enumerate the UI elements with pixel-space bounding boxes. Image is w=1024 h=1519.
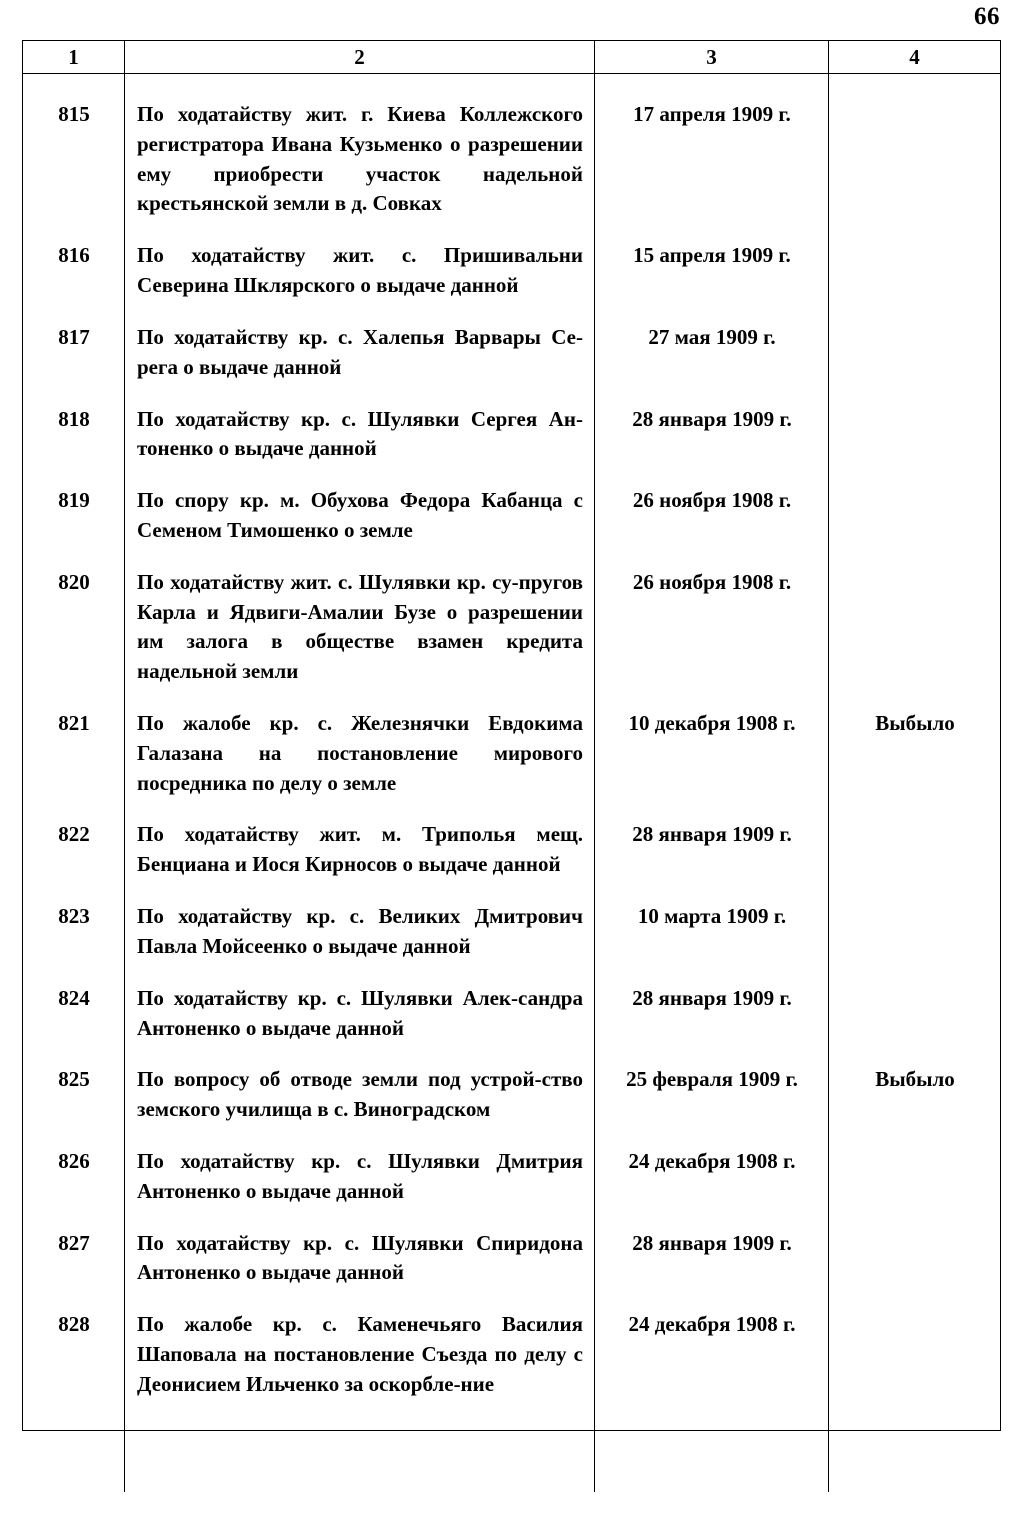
table-row	[23, 1310, 1000, 1399]
row-number: 826	[58, 1148, 90, 1173]
row-date: 28 января 1909 г.	[632, 985, 792, 1010]
table-row	[23, 820, 1000, 880]
row-note	[829, 1310, 1001, 1399]
row-description: По спору кр. м. Обухова Федора Кабанца с Семеном Тимошенко о земле	[137, 488, 583, 542]
column-header-1: 1	[23, 41, 125, 74]
row-number: 819	[58, 488, 90, 513]
row-description: По ходатайству кр. с. Шулявки Дмитрия Антоненко о выдаче данной	[137, 1148, 583, 1203]
row-number: 816	[58, 243, 90, 268]
row-gap	[23, 1043, 1000, 1065]
table-row	[23, 241, 1000, 301]
row-gap	[23, 962, 1000, 984]
row-number: 825	[58, 1067, 90, 1092]
table-row	[23, 1229, 1000, 1289]
row-description: По ходатайству кр. с. Халепья Варвары Се-рега о выдаче данной	[137, 324, 583, 379]
row-number: 828	[58, 1312, 90, 1337]
page-number: 66	[974, 3, 1000, 30]
row-gap	[23, 1288, 1000, 1310]
row-note	[829, 323, 1001, 383]
row-note	[829, 100, 1001, 219]
row-description: По жалобе кр. с. Каменечьяго Василия Шаповала на постановление Съезда по делу с Деонисием Ильченко за оскорбле-ние	[137, 1312, 583, 1396]
table-row	[23, 323, 1000, 383]
table-row	[23, 984, 1000, 1044]
table-row	[23, 568, 1000, 687]
row-date: 17 апреля 1909 г.	[633, 102, 791, 126]
row-description: По ходатайству жит. с. Шулявки кр. су-пругов Карла и Ядвиги-Амалии Бузе о разрешении им залога в обществе взамен кредита надельной земли	[137, 569, 583, 684]
row-description: По вопросу об отводе земли под устрой-ство земского училища в с. Виноградском	[137, 1067, 583, 1122]
row-description: По ходатайству кр. с. Шулявки Сергея Ан-тоненко о выдаче данной	[137, 406, 583, 461]
row-gap	[23, 383, 1000, 405]
row-number: 823	[58, 904, 90, 929]
ledger-table	[22, 40, 1001, 1431]
row-gap	[23, 880, 1000, 902]
column-header-2: 2	[125, 41, 595, 74]
row-note: Выбыло	[875, 1067, 955, 1092]
table-row	[23, 709, 1000, 798]
table-body-cell	[23, 74, 1001, 1431]
row-gap	[23, 301, 1000, 323]
table-row	[23, 902, 1000, 962]
column-header-4: 4	[829, 41, 1001, 74]
row-note	[829, 1229, 1001, 1289]
row-note: Выбыло	[875, 711, 955, 735]
table-row	[23, 486, 1000, 546]
row-date: 27 мая 1909 г.	[648, 324, 776, 349]
row-date: 28 января 1909 г.	[632, 406, 792, 431]
row-number: 822	[58, 822, 90, 847]
row-note	[829, 405, 1001, 465]
row-number: 820	[58, 569, 90, 594]
table-row	[23, 1065, 1000, 1125]
row-gap	[23, 1125, 1000, 1147]
row-gap	[23, 687, 1000, 709]
table-row	[23, 100, 1000, 219]
row-date: 24 декабря 1908 г.	[628, 1312, 796, 1337]
table-body-frame	[23, 74, 1001, 1431]
body-top-padding	[23, 74, 1000, 100]
row-number: 821	[58, 711, 90, 735]
body-bottom-padding	[23, 1400, 1000, 1430]
row-date: 15 апреля 1909 г.	[633, 243, 791, 268]
row-note	[829, 568, 1001, 687]
row-gap	[23, 219, 1000, 241]
row-note	[829, 902, 1001, 962]
row-note	[829, 486, 1001, 546]
row-number: 817	[58, 324, 90, 349]
row-date: 24 декабря 1908 г.	[628, 1148, 796, 1173]
row-gap	[23, 798, 1000, 820]
column-divider-3-4	[828, 40, 829, 1492]
row-number: 815	[58, 102, 90, 126]
row-description: По жалобе кр. с. Железнячки Евдокима Галазана на постановление мирового посредника по делу о земле	[137, 711, 583, 795]
row-note	[829, 984, 1001, 1044]
row-number: 818	[58, 406, 90, 431]
table-row	[23, 405, 1000, 465]
column-header-3: 3	[595, 41, 829, 74]
table-row	[23, 1147, 1000, 1207]
column-divider-2-3	[594, 40, 595, 1492]
row-number: 824	[58, 985, 90, 1010]
row-note	[829, 820, 1001, 880]
row-date: 28 января 1909 г.	[632, 822, 792, 847]
column-divider-1-2	[124, 40, 125, 1492]
row-gap	[23, 546, 1000, 568]
table-rows-container	[23, 74, 1000, 1430]
row-date: 26 ноября 1908 г.	[632, 569, 792, 594]
row-gap	[23, 464, 1000, 486]
row-gap	[23, 1207, 1000, 1229]
row-date: 10 декабря 1908 г.	[628, 711, 796, 735]
row-description: По ходатайству жит. м. Триполья мещ. Бенциана и Иося Кирносов о выдаче данной	[137, 822, 583, 877]
row-description: По ходатайству кр. с. Шулявки Спиридона Антоненко о выдаче данной	[137, 1230, 583, 1285]
table-header-row	[23, 41, 1001, 74]
row-date: 10 марта 1909 г.	[637, 904, 787, 929]
row-date: 26 ноября 1908 г.	[632, 488, 792, 513]
row-date: 25 февраля 1909 г.	[626, 1067, 798, 1092]
row-note	[829, 1147, 1001, 1207]
row-description: По ходатайству кр. с. Шулявки Алек-сандра Антоненко о выдаче данной	[137, 985, 583, 1040]
row-description: По ходатайству кр. с. Великих Дмитрович Павла Мойсеенко о выдаче данной	[137, 904, 583, 958]
row-note	[829, 241, 1001, 301]
row-description: По ходатайству жит. с. Пришивальни Северина Шклярского о выдаче данной	[137, 243, 583, 298]
row-description: По ходатайству жит. г. Киева Коллежского регистратора Ивана Кузьменко о разрешении ему приобрести участок надельной крестьянской земли в д. Совках	[137, 102, 583, 216]
row-number: 827	[58, 1230, 90, 1255]
row-date: 28 января 1909 г.	[632, 1230, 792, 1255]
